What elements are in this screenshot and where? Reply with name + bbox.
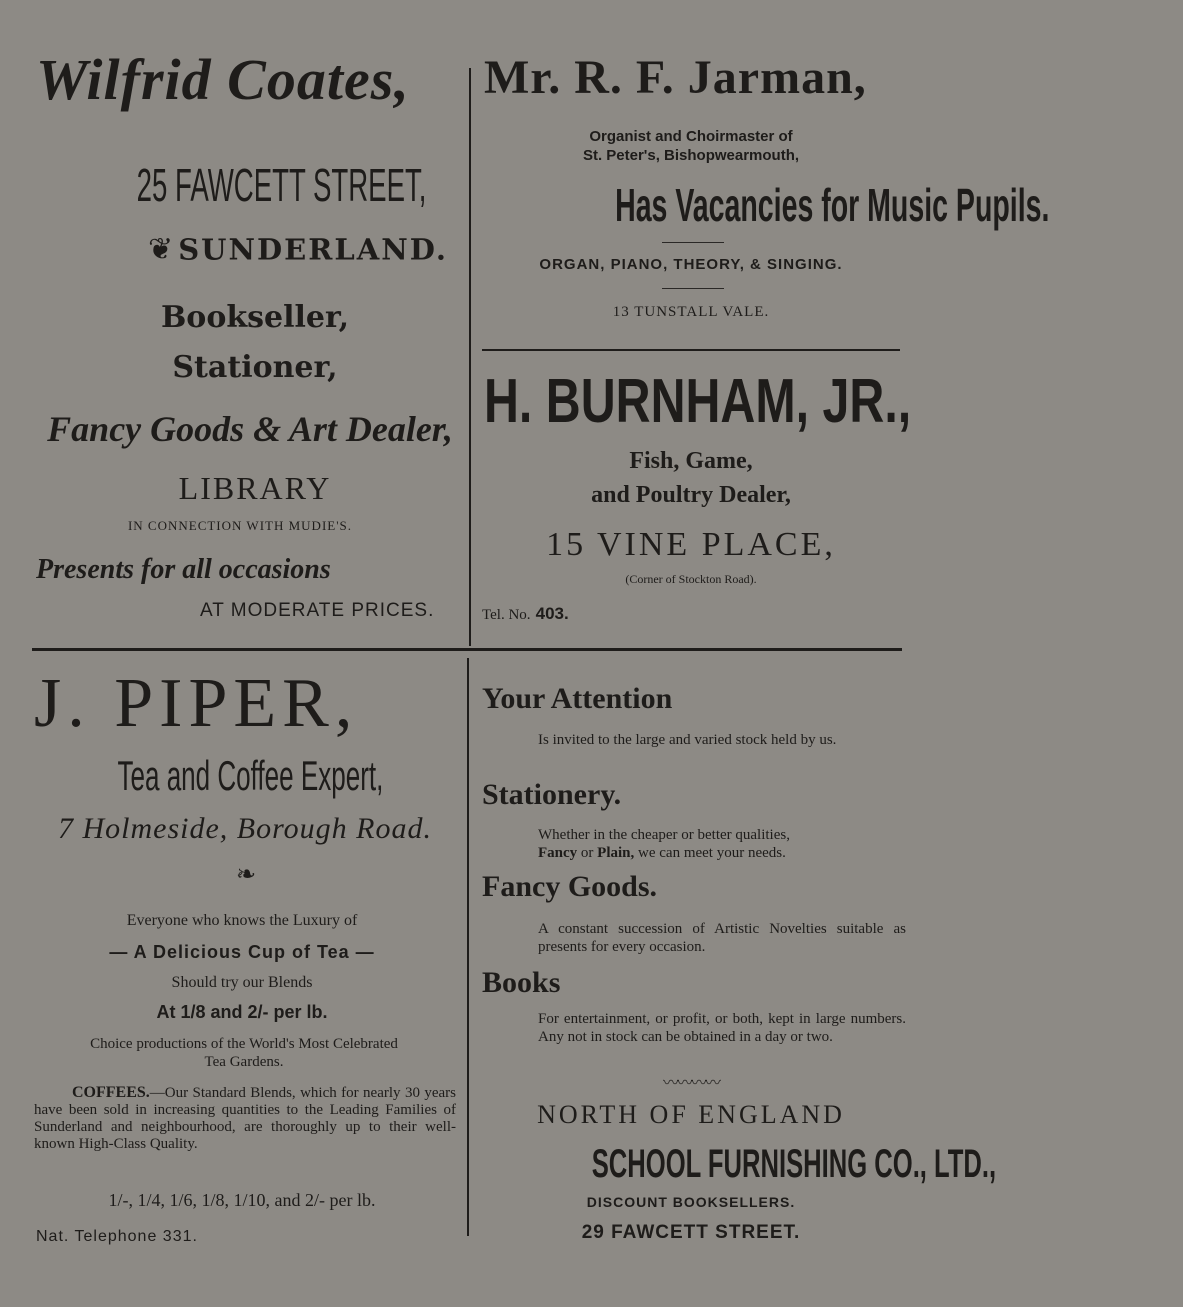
stationery-fancy: Fancy <box>538 845 578 861</box>
leaf-ornament-icon: ❧ <box>235 860 257 888</box>
burnham-corner: (Corner of Stockton Road). <box>625 572 757 586</box>
stationery-or: or <box>577 845 598 861</box>
company-address: 29 FAWCETT STREET. <box>581 1222 801 1243</box>
horizontal-divider <box>32 648 902 651</box>
books-text: For entertainment, or profit, or both, kept in large numbers. Any not in stock can be obtained in a day or two. <box>538 1011 906 1045</box>
piper-telephone: Nat. Telephone 331. <box>36 1228 198 1245</box>
flourish-icon: ❦ <box>148 232 174 267</box>
burnham-address: 15 VINE PLACE, <box>546 526 836 563</box>
stationery-heading: Stationery. <box>482 778 622 811</box>
attention-heading: Your Attention <box>482 682 673 715</box>
piper-coffees <box>34 1084 456 1153</box>
coates-stationer: Stationer, <box>172 350 338 385</box>
coates-name: Wilfrid Coates, <box>36 47 410 112</box>
company-discount: DISCOUNT BOOKSELLERS. <box>586 1194 796 1210</box>
coates-bookseller: Bookseller, <box>160 300 350 335</box>
coates-town: SUNDERLAND. <box>178 232 448 267</box>
stationery-text-line-2 <box>538 844 906 862</box>
coates-mudies: IN CONNECTION WITH MUDIE'S. <box>127 518 353 533</box>
attention-text: Is invited to the large and varied stock held by us. <box>538 732 837 748</box>
piper-coffees-text: —Our Standard Blends, which for nearly 30 years have been sold in increasing quantities to the Leading Families of Sunderland and neighbourhood, are thoroughly up to their well-known High-Class Quality. <box>34 1085 456 1152</box>
burnham-name: H. BURNHAM, JR., <box>484 367 912 436</box>
center-divider-top <box>469 68 471 646</box>
coates-street: 25 FAWCETT STREET, <box>136 159 427 211</box>
jarman-rule-2 <box>662 288 724 289</box>
piper-choice-1: Choice productions of the World's Most Celebrated <box>90 1036 398 1052</box>
piper-try: Should try our Blends <box>171 974 313 991</box>
piper-price: At 1/8 and 2/- per lb. <box>156 1002 328 1022</box>
jarman-vacancies: Has Vacancies for Music Pupils. <box>615 179 1050 231</box>
coates-prices: AT MODERATE PRICES. <box>200 600 435 621</box>
stationery-text-line-1: Whether in the cheaper or better qualities, <box>538 827 790 843</box>
stationery-needs: we can meet your needs. <box>634 845 786 861</box>
jarman-role-1: Organist and Choirmaster of <box>589 128 793 145</box>
burnham-tel-number: 403. <box>535 604 569 623</box>
jarman-burnham-divider <box>482 349 900 351</box>
piper-everyone: Everyone who knows the Luxury of <box>126 912 358 929</box>
coates-presents: Presents for all occasions <box>36 554 331 585</box>
fancy-goods-heading: Fancy Goods. <box>482 870 658 903</box>
piper-expert: Tea and Coffee Expert, <box>117 752 384 799</box>
stationery-plain: Plain, <box>597 845 635 861</box>
piper-delicious: — A Delicious Cup of Tea — <box>109 942 375 962</box>
jarman-role-2: St. Peter's, Bishopwearmouth, <box>582 147 800 164</box>
jarman-subjects: ORGAN, PIANO, THEORY, & SINGING. <box>539 256 843 273</box>
burnham-tel-label: Tel. No. <box>482 607 531 623</box>
piper-address: 7 Holmeside, Borough Road. <box>57 812 433 845</box>
burnham-line-1: Fish, Game, <box>629 448 753 474</box>
coates-library: LIBRARY <box>178 470 332 506</box>
fancy-goods-text: A constant succession of Artistic Novelties suitable as presents for every occasion. <box>538 921 906 955</box>
piper-prices: 1/-, 1/4, 1/6, 1/8, 1/10, and 2/- per lb. <box>108 1190 376 1210</box>
company-line-2: SCHOOL FURNISHING CO., LTD., <box>591 1142 997 1186</box>
jarman-address: 13 TUNSTALL VALE. <box>612 304 770 320</box>
books-heading: Books <box>482 966 561 999</box>
wave-ornament-icon: 〰〰〰〰 <box>662 1073 719 1092</box>
jarman-rule-1 <box>662 242 724 243</box>
piper-coffees-head: COFFEES. <box>72 1084 150 1101</box>
coates-fancy-goods: Fancy Goods & Art Dealer, <box>47 409 453 449</box>
piper-choice-2: Tea Gardens. <box>204 1054 284 1070</box>
piper-name: J. PIPER, <box>34 665 359 742</box>
company-line-1: NORTH OF ENGLAND <box>537 1100 845 1129</box>
burnham-line-2: and Poultry Dealer, <box>591 482 791 508</box>
jarman-name: Mr. R. F. Jarman, <box>484 51 867 104</box>
stationery-text <box>538 826 906 862</box>
center-divider-bottom <box>467 658 469 1236</box>
